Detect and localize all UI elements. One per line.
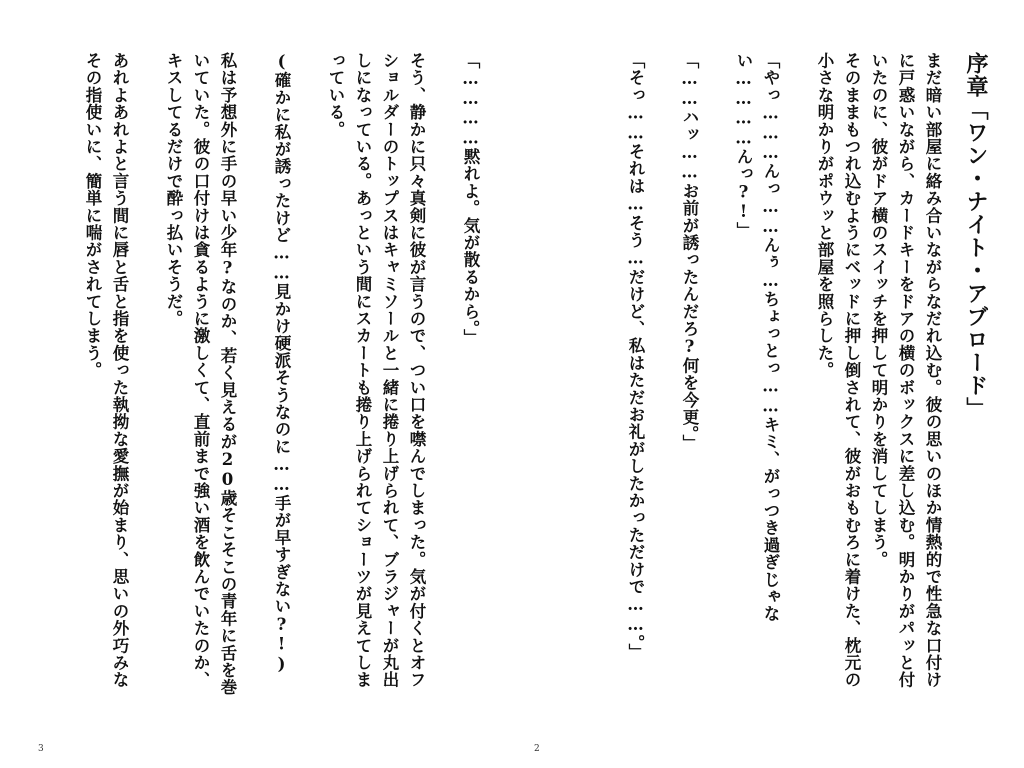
paragraph: 私は予想外に手の早い少年?なのか、若く見えるが20歳そこそこの青年に舌を巻いていた。彼の口付けは貪るように激しくて、直前まで強い酒を飲んでいたのか、キスしてるだけで酔っ払いそうだ。 xyxy=(164,52,237,696)
right-page-text xyxy=(622,52,992,702)
dialogue-line: 「やっ………んっ……んぅ…ちょっとっ……キミ、がっつき過ぎじゃない…………んっ?!」 xyxy=(734,52,780,623)
left-page-text xyxy=(79,52,484,702)
paragraph: あれよあれよと言う間に唇と舌と指を使った執拗な愛撫が始まり、思いの外巧みなその指使いに、簡単に喘がされてしまう。 xyxy=(83,52,129,689)
blank-line xyxy=(784,52,811,702)
paragraph: そのままもつれ込むようにベッドに押し倒されて、彼がおもむろに着けた、枕元の小さな明かりがポウッと部屋を照らした。 xyxy=(815,52,861,689)
right-page xyxy=(512,0,1024,768)
dialogue-line: 「そっ……それは…そう…だけど、私はただお礼がしたかっただけで……。」 xyxy=(626,52,645,661)
page-number: 3 xyxy=(38,744,44,754)
dialogue-line: 「……ハッ……お前が誘ったんだろ?何を今更。」 xyxy=(680,52,699,452)
dialogue-line: 「…………黙れよ。気が散るから。」 xyxy=(461,52,480,347)
inner-thought: (確かに私が誘ったけど……見かけ硬派そうなのに……手が早すぎない?!) xyxy=(272,52,291,674)
blank-line xyxy=(703,52,730,702)
paragraph: そう、静かに只々真剣に彼が言うので、つい口を噤んでしまった。気が付くとオフショルダーのトップスはキャミソールと一緒に捲り上げられて、ブラジャーが丸出しになっている。あっという間にスカートも捲り上げられてショーツが見えてしまっている。 xyxy=(326,52,426,689)
paragraph: まだ暗い部屋に絡み合いながらなだれ込む。彼の思いのほか情熱的で性急な口付けに戸惑いながら、カードキーをドアの横のボックスに差し込む。明かりがパッと付いたのに、彼がドア横のスイッチを押して明かりを消してしまう。 xyxy=(869,52,942,689)
blank-line xyxy=(241,52,268,702)
blank-line xyxy=(295,52,322,702)
blank-line xyxy=(133,52,160,702)
chapter-title: 序章「ワン・ナイト・アブロード」 xyxy=(963,52,989,420)
page-number: 2 xyxy=(534,744,540,754)
blank-line xyxy=(430,52,457,702)
blank-line xyxy=(649,52,676,702)
